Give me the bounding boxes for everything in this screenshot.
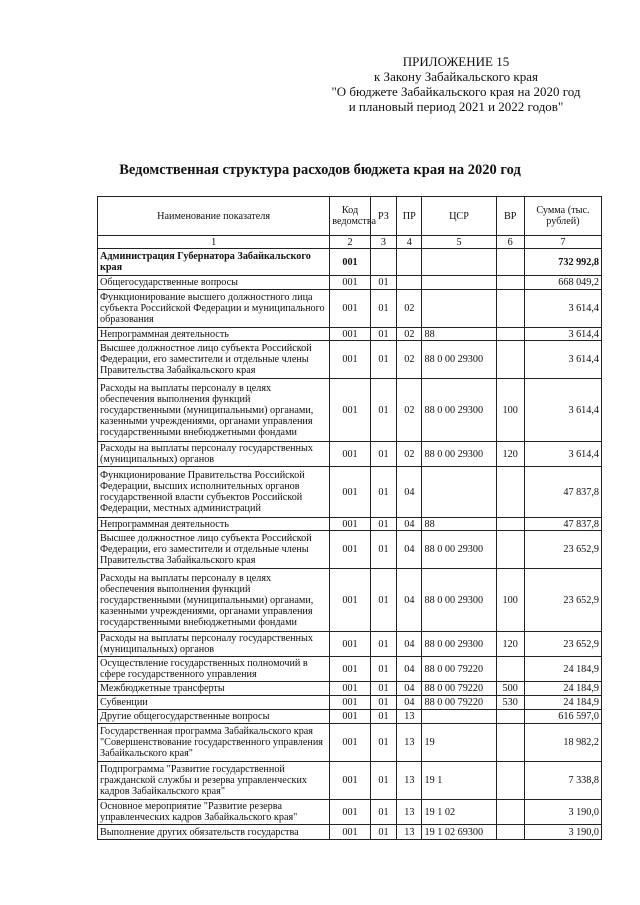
cell-pr: 04 bbox=[397, 696, 422, 710]
cell-csr: 88 0 00 29300 bbox=[422, 632, 496, 657]
cell-sum: 24 184,9 bbox=[524, 696, 601, 710]
cell-pr bbox=[397, 276, 422, 290]
cell-sum: 47 837,8 bbox=[524, 467, 601, 518]
cell-sum: 616 597,0 bbox=[524, 710, 601, 724]
table-row bbox=[98, 467, 602, 518]
cell-rz bbox=[370, 249, 396, 276]
table-row bbox=[98, 531, 602, 569]
cell-pr: 04 bbox=[397, 657, 422, 682]
cell-sum: 23 652,9 bbox=[524, 632, 601, 657]
cell-pr: 13 bbox=[397, 762, 422, 800]
cell-vr bbox=[496, 710, 524, 724]
cell-dept: 001 bbox=[330, 632, 371, 657]
cell-rz: 01 bbox=[370, 762, 396, 800]
header-name: Наименование показателя bbox=[98, 197, 330, 236]
table-row bbox=[98, 379, 602, 442]
appendix-number: ПРИЛОЖЕНИЕ 15 bbox=[402, 54, 510, 69]
cell-csr: 88 0 00 29300 bbox=[422, 341, 496, 379]
header-vr: ВР bbox=[496, 197, 524, 236]
cell-name: Другие общегосударственные вопросы bbox=[98, 710, 330, 724]
cell-csr: 88 bbox=[422, 518, 496, 531]
cell-rz: 01 bbox=[370, 724, 396, 762]
cell-pr: 04 bbox=[397, 682, 422, 696]
appendix-header bbox=[326, 54, 586, 114]
column-number: 7 bbox=[524, 236, 601, 249]
appendix-law: к Закону Забайкальского края bbox=[373, 69, 538, 84]
cell-sum: 24 184,9 bbox=[524, 657, 601, 682]
cell-dept: 001 bbox=[330, 531, 371, 569]
cell-pr: 02 bbox=[397, 328, 422, 341]
cell-rz: 01 bbox=[370, 632, 396, 657]
cell-csr: 88 0 00 79220 bbox=[422, 682, 496, 696]
cell-csr: 88 0 00 79220 bbox=[422, 696, 496, 710]
cell-sum: 3 614,4 bbox=[524, 328, 601, 341]
table-row bbox=[98, 682, 602, 696]
table-row bbox=[98, 762, 602, 800]
table-row bbox=[98, 724, 602, 762]
cell-pr: 02 bbox=[397, 442, 422, 467]
cell-pr: 04 bbox=[397, 531, 422, 569]
cell-pr: 13 bbox=[397, 825, 422, 840]
cell-sum: 3 614,4 bbox=[524, 442, 601, 467]
header-sum: Сумма (тыс. рублей) bbox=[524, 197, 601, 236]
appendix-law-period: и плановый период 2021 и 2022 годов" bbox=[348, 99, 564, 114]
cell-csr: 88 0 00 29300 bbox=[422, 442, 496, 467]
cell-csr: 88 bbox=[422, 328, 496, 341]
cell-sum: 3 190,0 bbox=[524, 800, 601, 825]
table-row bbox=[98, 341, 602, 379]
column-number: 1 bbox=[98, 236, 330, 249]
table-row bbox=[98, 569, 602, 632]
header-pr: ПР bbox=[397, 197, 422, 236]
cell-csr bbox=[422, 710, 496, 724]
cell-vr bbox=[496, 825, 524, 840]
cell-pr: 04 bbox=[397, 569, 422, 632]
cell-sum: 23 652,9 bbox=[524, 531, 601, 569]
cell-rz: 01 bbox=[370, 290, 396, 328]
cell-dept: 001 bbox=[330, 724, 371, 762]
cell-pr bbox=[397, 249, 422, 276]
cell-name: Расходы на выплаты персоналу в целях обеспечения выполнения функций государственными (муниципальными) органами, казенными учреждениями, органами управления государственными внебюджетными фондами bbox=[98, 379, 330, 442]
cell-name: Межбюджетные трансферты bbox=[98, 682, 330, 696]
cell-pr: 02 bbox=[397, 341, 422, 379]
cell-sum: 3 614,4 bbox=[524, 341, 601, 379]
cell-csr: 19 1 02 bbox=[422, 800, 496, 825]
cell-pr: 02 bbox=[397, 379, 422, 442]
table-row bbox=[98, 328, 602, 341]
cell-pr: 04 bbox=[397, 518, 422, 531]
cell-rz: 01 bbox=[370, 569, 396, 632]
cell-rz: 01 bbox=[370, 682, 396, 696]
cell-vr bbox=[496, 290, 524, 328]
column-number-row bbox=[98, 236, 602, 249]
cell-rz: 01 bbox=[370, 442, 396, 467]
cell-name: Функционирование высшего должностного лица субъекта Российской Федерации и муниципального образования bbox=[98, 290, 330, 328]
cell-rz: 01 bbox=[370, 276, 396, 290]
cell-name: Осуществление государственных полномочий в сфере государственного управления bbox=[98, 657, 330, 682]
cell-csr: 19 bbox=[422, 724, 496, 762]
cell-dept: 001 bbox=[330, 467, 371, 518]
table-row bbox=[98, 657, 602, 682]
cell-vr bbox=[496, 276, 524, 290]
cell-pr: 13 bbox=[397, 710, 422, 724]
cell-name: Непрограммная деятельность bbox=[98, 518, 330, 531]
cell-name: Расходы на выплаты персоналу в целях обеспечения выполнения функций государственными (муниципальными) органами, казенными учреждениями, органами управления государственными внебюджетными фондами bbox=[98, 569, 330, 632]
cell-name: Общегосударственные вопросы bbox=[98, 276, 330, 290]
cell-csr bbox=[422, 290, 496, 328]
table-row bbox=[98, 632, 602, 657]
cell-csr: 88 0 00 29300 bbox=[422, 569, 496, 632]
cell-pr: 04 bbox=[397, 467, 422, 518]
cell-pr: 04 bbox=[397, 632, 422, 657]
cell-rz: 01 bbox=[370, 825, 396, 840]
cell-sum: 7 338,8 bbox=[524, 762, 601, 800]
cell-vr: 500 bbox=[496, 682, 524, 696]
cell-dept: 001 bbox=[330, 379, 371, 442]
cell-rz: 01 bbox=[370, 467, 396, 518]
cell-name: Выполнение других обязательств государства bbox=[98, 825, 330, 840]
cell-vr: 530 bbox=[496, 696, 524, 710]
column-number: 4 bbox=[397, 236, 422, 249]
cell-dept: 001 bbox=[330, 800, 371, 825]
header-dept: Код ведомства bbox=[330, 197, 371, 236]
cell-pr: 13 bbox=[397, 800, 422, 825]
cell-name: Высшее должностное лицо субъекта Российской Федерации, его заместители и отдельные члены Правительства Забайкальского края bbox=[98, 341, 330, 379]
cell-sum: 23 652,9 bbox=[524, 569, 601, 632]
cell-rz: 01 bbox=[370, 328, 396, 341]
table-row bbox=[98, 276, 602, 290]
cell-name: Расходы на выплаты персоналу государственных (муниципальных) органов bbox=[98, 632, 330, 657]
table-row bbox=[98, 442, 602, 467]
cell-dept: 001 bbox=[330, 442, 371, 467]
cell-name: Функционирование Правительства Российской Федерации, высших исполнительных органов государственной власти субъектов Российской Федерации, местных администраций bbox=[98, 467, 330, 518]
cell-sum: 18 982,2 bbox=[524, 724, 601, 762]
header-rz: РЗ bbox=[370, 197, 396, 236]
cell-pr: 13 bbox=[397, 724, 422, 762]
cell-vr: 100 bbox=[496, 569, 524, 632]
cell-vr bbox=[496, 657, 524, 682]
cell-csr: 88 0 00 29300 bbox=[422, 531, 496, 569]
cell-dept: 001 bbox=[330, 710, 371, 724]
cell-vr: 100 bbox=[496, 379, 524, 442]
cell-vr bbox=[496, 328, 524, 341]
cell-dept: 001 bbox=[330, 518, 371, 531]
table-row bbox=[98, 696, 602, 710]
cell-dept: 001 bbox=[330, 341, 371, 379]
column-number: 5 bbox=[422, 236, 496, 249]
cell-name: Субвенции bbox=[98, 696, 330, 710]
cell-sum: 47 837,8 bbox=[524, 518, 601, 531]
table-body bbox=[98, 249, 602, 840]
cell-vr: 120 bbox=[496, 632, 524, 657]
cell-name: Основное мероприятие "Развитие резерва управленческих кадров Забайкальского края" bbox=[98, 800, 330, 825]
cell-dept: 001 bbox=[330, 569, 371, 632]
table-row bbox=[98, 290, 602, 328]
column-number: 3 bbox=[370, 236, 396, 249]
expenditure-table bbox=[97, 196, 602, 840]
header-row bbox=[98, 197, 602, 236]
cell-dept: 001 bbox=[330, 249, 371, 276]
cell-vr bbox=[496, 518, 524, 531]
cell-sum: 24 184,9 bbox=[524, 682, 601, 696]
column-number: 2 bbox=[330, 236, 371, 249]
cell-csr: 19 1 02 69300 bbox=[422, 825, 496, 840]
cell-pr: 02 bbox=[397, 290, 422, 328]
table-row bbox=[98, 825, 602, 840]
table-row bbox=[98, 710, 602, 724]
cell-sum: 732 992,8 bbox=[524, 249, 601, 276]
cell-sum: 668 049,2 bbox=[524, 276, 601, 290]
cell-rz: 01 bbox=[370, 710, 396, 724]
cell-csr: 88 0 00 29300 bbox=[422, 379, 496, 442]
cell-vr bbox=[496, 800, 524, 825]
cell-vr bbox=[496, 249, 524, 276]
table-row bbox=[98, 800, 602, 825]
header-csr: ЦСР bbox=[422, 197, 496, 236]
cell-vr: 120 bbox=[496, 442, 524, 467]
cell-name: Непрограммная деятельность bbox=[98, 328, 330, 341]
cell-csr: 19 1 bbox=[422, 762, 496, 800]
cell-sum: 3 614,4 bbox=[524, 379, 601, 442]
cell-rz: 01 bbox=[370, 518, 396, 531]
cell-vr bbox=[496, 724, 524, 762]
table-row bbox=[98, 249, 602, 276]
cell-name: Расходы на выплаты персоналу государственных (муниципальных) органов bbox=[98, 442, 330, 467]
cell-dept: 001 bbox=[330, 825, 371, 840]
cell-vr bbox=[496, 531, 524, 569]
appendix-law-title: "О бюджете Забайкальского края на 2020 год bbox=[331, 84, 581, 99]
cell-vr bbox=[496, 762, 524, 800]
cell-dept: 001 bbox=[330, 762, 371, 800]
cell-vr bbox=[496, 467, 524, 518]
cell-csr bbox=[422, 249, 496, 276]
cell-rz: 01 bbox=[370, 531, 396, 569]
cell-dept: 001 bbox=[330, 657, 371, 682]
cell-dept: 001 bbox=[330, 682, 371, 696]
cell-rz: 01 bbox=[370, 379, 396, 442]
cell-dept: 001 bbox=[330, 328, 371, 341]
cell-csr bbox=[422, 276, 496, 290]
cell-dept: 001 bbox=[330, 276, 371, 290]
cell-csr bbox=[422, 467, 496, 518]
cell-name: Подпрограмма "Развитие государственной гражданской службы и резерва управленческих кадров Забайкальского края" bbox=[98, 762, 330, 800]
cell-name: Высшее должностное лицо субъекта Российской Федерации, его заместители и отдельные члены Правительства Забайкальского края bbox=[98, 531, 330, 569]
cell-dept: 001 bbox=[330, 290, 371, 328]
cell-rz: 01 bbox=[370, 800, 396, 825]
cell-sum: 3 614,4 bbox=[524, 290, 601, 328]
cell-csr: 88 0 00 79220 bbox=[422, 657, 496, 682]
column-number: 6 bbox=[496, 236, 524, 249]
cell-vr bbox=[496, 341, 524, 379]
cell-rz: 01 bbox=[370, 341, 396, 379]
cell-rz: 01 bbox=[370, 657, 396, 682]
cell-name: Государственная программа Забайкальского края "Совершенствование государственного управления Забайкальского края" bbox=[98, 724, 330, 762]
cell-dept: 001 bbox=[330, 696, 371, 710]
cell-sum: 3 190,0 bbox=[524, 825, 601, 840]
document-title: Ведомственная структура расходов бюджета края на 2020 год bbox=[119, 162, 521, 178]
table-row bbox=[98, 518, 602, 531]
cell-name: Администрация Губернатора Забайкальского края bbox=[98, 249, 330, 276]
cell-rz: 01 bbox=[370, 696, 396, 710]
